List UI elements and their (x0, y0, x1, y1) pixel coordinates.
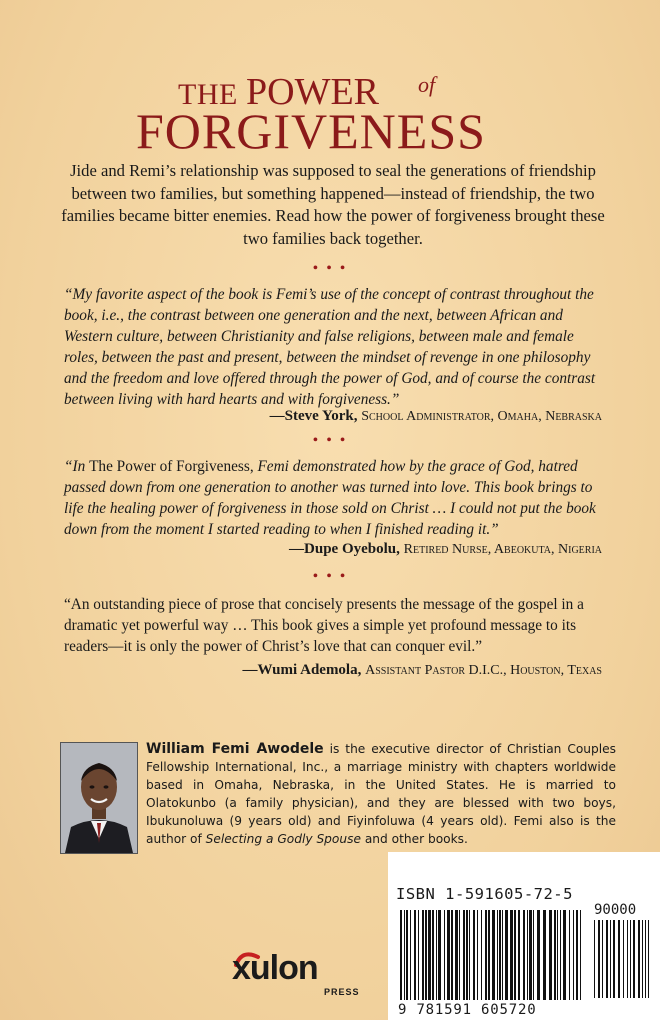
barcode-addon-bar (594, 920, 595, 998)
barcode-addon-bar (623, 920, 624, 998)
isbn-label: ISBN 1-591605-72-5 (396, 885, 573, 903)
author-photo (60, 742, 138, 854)
title-of: of (418, 72, 436, 97)
publisher-logo (228, 943, 368, 999)
barcode-bar (576, 910, 578, 1000)
barcode-bar (505, 910, 508, 1000)
barcode-bar (400, 910, 402, 1000)
reviewer-role: School Administrator, Omaha, Nebraska (361, 409, 602, 424)
xulon-logo-icon (228, 943, 368, 999)
barcode-bar (549, 910, 552, 1000)
review-attribution-3 (242, 662, 602, 679)
bio-text: is the executive director of Christian Couples Fellowship International, Inc., a marriage ministry with chapters worldwide based in Omaha, Nebraska, in the United States. He is married to Olatokunbo (a family physician), and they are blessed with two boys, Ibukunoluwa (9 years old) and Fiyinfoluwa (4 years old). Femi also is the author of (146, 742, 616, 846)
ean-number: 9 781591 605720 (398, 1002, 537, 1018)
barcode-bar (473, 910, 475, 1000)
separator-dots: • • • (312, 260, 348, 277)
barcode-bars (388, 852, 660, 1020)
barcode-bar (563, 910, 566, 1000)
barcode-bar (438, 910, 441, 1000)
author-name: William Femi Awodele (146, 741, 324, 757)
barcode-bar (410, 910, 411, 1000)
barcode-addon-bar (606, 920, 608, 998)
barcode-addon-bar (642, 920, 643, 998)
review-quote-2 (64, 456, 610, 540)
title-power: POWER (246, 71, 379, 113)
barcode-bar (444, 910, 445, 1000)
quote-rest: Femi demonstrated how by the grace of God, hatred passed down from one generation to another was turned into love. This book brings to life the healing power of forgiveness in those sold on Christ … I could not put the book down from the moment I started reading to when I finished reading it.” (64, 458, 596, 538)
barcode-bar (466, 910, 468, 1000)
barcode-addon-bar (638, 920, 640, 998)
barcode-bar (481, 910, 482, 1000)
barcode-bar (560, 910, 561, 1000)
barcode-bar (428, 910, 431, 1000)
barcode-bar (492, 910, 495, 1000)
review-attribution-2 (289, 541, 602, 558)
title-the: THE (178, 78, 238, 111)
barcode-bar (527, 910, 528, 1000)
publisher-sub: PRESS (324, 987, 360, 997)
barcode-bar (569, 910, 570, 1000)
barcode-bar (573, 910, 574, 1000)
barcode-bar (502, 910, 503, 1000)
barcode-area (388, 852, 660, 1020)
barcode-bar (436, 910, 437, 1000)
reviewer-name: —Wumi Ademola, (242, 662, 362, 678)
barcode-bar (451, 910, 453, 1000)
barcode-addon-bar (630, 920, 631, 998)
other-book-title: Selecting a Godly Spouse (205, 832, 361, 846)
barcode-addon-bar (645, 920, 646, 998)
reviewer-name: —Steve York, (269, 408, 358, 424)
barcode-bar (537, 910, 540, 1000)
barcode-bar (529, 910, 532, 1000)
barcode-bar (497, 910, 498, 1000)
barcode-bar (557, 910, 558, 1000)
barcode-bar (580, 910, 581, 1000)
barcode-bar (414, 910, 416, 1000)
book-title (0, 62, 660, 159)
barcode-bar (425, 910, 427, 1000)
barcode-bar (510, 910, 513, 1000)
barcode-addon-bar (618, 920, 620, 998)
barcode-bar (406, 910, 408, 1000)
barcode-bar (455, 910, 458, 1000)
barcode-addon-bar (610, 920, 611, 998)
barcode-addon-bar (648, 920, 649, 998)
review-quote-3: “An outstanding piece of prose that concisely presents the message of the gospel in a dramatic yet powerful way … This book gives a simple yet profound message to its readers—it is only the power of Christ’s love that can conquer evil.” (64, 596, 584, 655)
author-portrait-icon (61, 743, 137, 853)
barcode-addon-bar (627, 920, 628, 998)
separator-dots: • • • (312, 432, 348, 449)
barcode-bar (514, 910, 516, 1000)
reviewer-role: Assistant Pastor D.I.C., Houston, Texas (365, 663, 602, 678)
barcode-bar (469, 910, 470, 1000)
barcode-bar (404, 910, 405, 1000)
reviewer-name: —Dupe Oyebolu, (289, 541, 400, 557)
separator-dots: • • • (312, 568, 348, 585)
barcode-bar (447, 910, 450, 1000)
barcode-bar (518, 910, 520, 1000)
barcode-bar (463, 910, 465, 1000)
barcode-bar (432, 910, 434, 1000)
publisher-name: xulon (232, 949, 318, 987)
barcode-addon-bar (602, 920, 603, 998)
barcode-bar (533, 910, 534, 1000)
barcode-bar (554, 910, 556, 1000)
barcode-bar (459, 910, 460, 1000)
quote-book-title: The Power of Forgiveness, (89, 458, 254, 475)
barcode-addon-bar (598, 920, 600, 998)
price-addon: 90000 (594, 902, 637, 918)
barcode-bar (499, 910, 501, 1000)
barcode-addon-bar (633, 920, 635, 998)
author-bio (146, 740, 616, 848)
barcode-bar (485, 910, 487, 1000)
barcode-bar (477, 910, 478, 1000)
barcode-bar (543, 910, 546, 1000)
reviewer-role: Retired Nurse, Abeokuta, Nigeria (403, 542, 602, 557)
barcode-bar (422, 910, 424, 1000)
book-blurb: Jide and Remi’s relationship was supposed to seal the generations of friendship between two families, but something happened—instead of friendship, the two families became bitter enemies. Read how the power of forgiveness brought these two families back together. (61, 161, 605, 248)
review-attribution-1 (270, 408, 602, 425)
bio-end: and other books. (360, 832, 468, 846)
barcode-bar (523, 910, 525, 1000)
title-forgiveness: FORGIVENESS (136, 103, 486, 159)
barcode-bar (488, 910, 490, 1000)
barcode-addon-bar (613, 920, 615, 998)
quote-start: “In (64, 458, 90, 475)
barcode-bar (418, 910, 419, 1000)
review-quote-1: “My favorite aspect of the book is Femi’s use of the concept of contrast throughout the book, i.e., the contrast between one generation and the next, between African and Western culture, between Christianity and false religions, between male and female roles, between the past and present, between the mindset of revenge in one philosophy and the freedom and love offered through the power of God, and of course the contrast between living with hard hearts and with forgiveness.” (64, 286, 596, 408)
